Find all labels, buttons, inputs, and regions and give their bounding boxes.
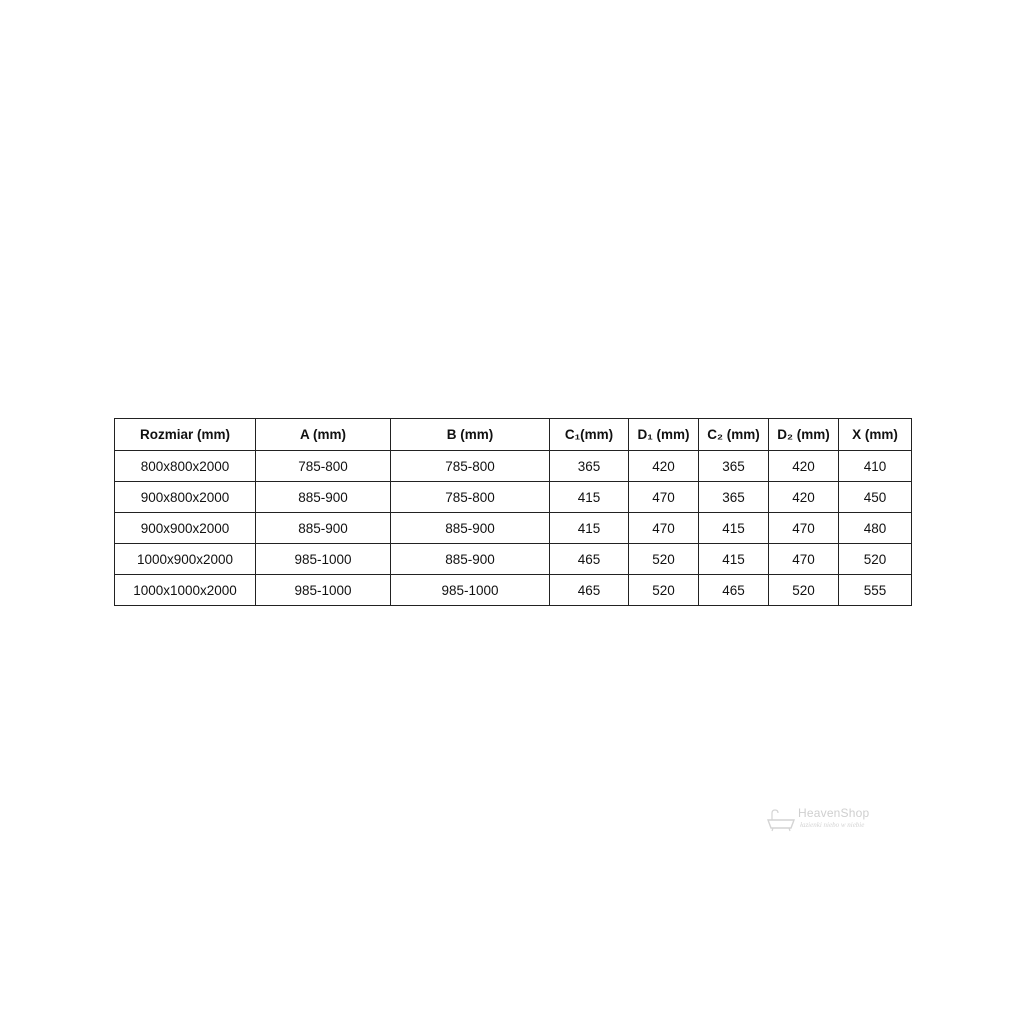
cell-rozmiar: 800x800x2000 <box>115 451 256 482</box>
cell-d1: 520 <box>629 544 699 575</box>
cell-c2: 415 <box>699 544 769 575</box>
table-row <box>115 513 912 544</box>
header-d1: D₁ (mm) <box>629 419 699 451</box>
watermark-brand: HeavenShop <box>798 806 870 820</box>
cell-d1: 420 <box>629 451 699 482</box>
cell-c1: 415 <box>550 513 629 544</box>
cell-d2: 520 <box>769 575 839 606</box>
table-row <box>115 482 912 513</box>
cell-c2: 465 <box>699 575 769 606</box>
heavenshop-watermark <box>766 804 886 838</box>
cell-rozmiar: 900x900x2000 <box>115 513 256 544</box>
cell-x: 450 <box>839 482 912 513</box>
cell-d2: 470 <box>769 513 839 544</box>
table-row <box>115 544 912 575</box>
cell-a: 985-1000 <box>256 575 391 606</box>
cell-c1: 365 <box>550 451 629 482</box>
table-row <box>115 451 912 482</box>
cell-b: 785-800 <box>391 451 550 482</box>
cell-rozmiar: 1000x1000x2000 <box>115 575 256 606</box>
cell-rozmiar: 1000x900x2000 <box>115 544 256 575</box>
header-b: B (mm) <box>391 419 550 451</box>
cell-a: 985-1000 <box>256 544 391 575</box>
cell-x: 410 <box>839 451 912 482</box>
header-c2: C₂ (mm) <box>699 419 769 451</box>
header-a: A (mm) <box>256 419 391 451</box>
cell-b: 885-900 <box>391 544 550 575</box>
cell-a: 885-900 <box>256 513 391 544</box>
watermark-tagline: łazienki niebo w niebie <box>800 821 865 829</box>
cell-a: 785-800 <box>256 451 391 482</box>
cell-c2: 365 <box>699 451 769 482</box>
header-rozmiar: Rozmiar (mm) <box>115 419 256 451</box>
cell-d1: 470 <box>629 513 699 544</box>
cell-c2: 415 <box>699 513 769 544</box>
bathtub-icon <box>766 808 796 832</box>
header-d2: D₂ (mm) <box>769 419 839 451</box>
cell-c1: 415 <box>550 482 629 513</box>
header-c1: C₁(mm) <box>550 419 629 451</box>
cell-rozmiar: 900x800x2000 <box>115 482 256 513</box>
dimensions-table-container <box>114 418 911 606</box>
cell-d1: 470 <box>629 482 699 513</box>
cell-d2: 470 <box>769 544 839 575</box>
cell-b: 885-900 <box>391 513 550 544</box>
cell-c1: 465 <box>550 544 629 575</box>
cell-a: 885-900 <box>256 482 391 513</box>
cell-c2: 365 <box>699 482 769 513</box>
dimensions-table <box>114 418 912 606</box>
cell-b: 985-1000 <box>391 575 550 606</box>
cell-c1: 465 <box>550 575 629 606</box>
cell-b: 785-800 <box>391 482 550 513</box>
cell-d1: 520 <box>629 575 699 606</box>
header-x: X (mm) <box>839 419 912 451</box>
cell-x: 555 <box>839 575 912 606</box>
table-header-row <box>115 419 912 451</box>
cell-d2: 420 <box>769 451 839 482</box>
cell-x: 520 <box>839 544 912 575</box>
cell-d2: 420 <box>769 482 839 513</box>
table-row <box>115 575 912 606</box>
cell-x: 480 <box>839 513 912 544</box>
